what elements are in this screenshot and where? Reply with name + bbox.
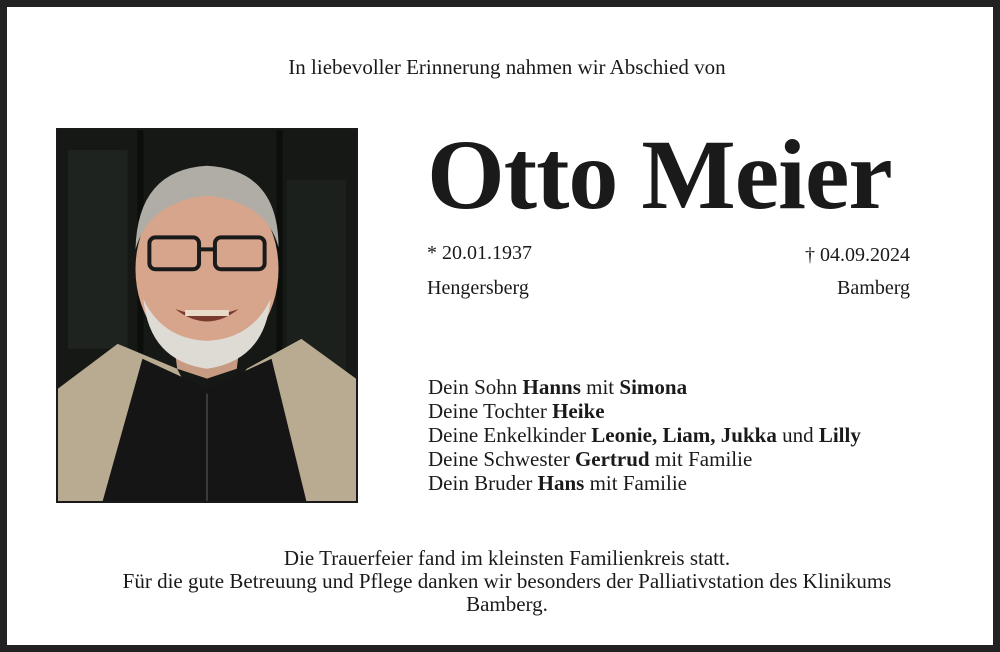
mourner-text: und	[776, 423, 819, 447]
mourner-name: Gertrud	[574, 447, 650, 471]
footer-line: Für die gute Betreuung und Pflege danken wir besonders der Palliativstation des Klinikums	[122, 569, 892, 593]
mourner-line	[428, 423, 861, 447]
deceased-name: Otto Meier	[427, 119, 892, 230]
mourner-line	[428, 447, 861, 471]
mourner-text: mit Familie	[649, 447, 753, 471]
intro-text: In liebevoller Erinnerung nahmen wir Abschied von	[288, 55, 726, 79]
mourner-text: Dein Sohn	[428, 375, 523, 399]
mourner-text: Deine Schwester	[428, 447, 575, 471]
birth-date: * 20.01.1937	[427, 242, 532, 264]
portrait-photo	[56, 128, 358, 503]
mourner-text: mit	[580, 375, 620, 399]
mourner-text: Dein Bruder	[428, 471, 538, 495]
death-date: † 04.09.2024	[805, 244, 910, 266]
mourner-name: Lilly	[818, 423, 861, 447]
birth-place: Hengersberg	[427, 277, 529, 299]
portrait-image	[58, 130, 356, 501]
death-place: Bamberg	[837, 277, 910, 299]
footer-text	[7, 547, 1000, 616]
mourner-name: Leonie, Liam, Jukka	[591, 423, 777, 447]
mourner-text: Deine Tochter	[428, 399, 553, 423]
mourner-line	[428, 471, 861, 495]
footer-line: Die Trauerfeier fand im kleinsten Familienkreis statt.	[283, 546, 731, 570]
mourner-name: Hans	[537, 471, 585, 495]
mourner-name: Hanns	[522, 375, 581, 399]
mourners-list	[428, 375, 861, 495]
mourner-line	[428, 375, 861, 399]
mourner-name: Heike	[552, 399, 605, 423]
mourner-text: Deine Enkelkinder	[428, 423, 592, 447]
mourner-name: Simona	[619, 375, 688, 399]
mourner-line	[428, 399, 861, 423]
mourner-text: mit Familie	[584, 471, 687, 495]
footer-line: Bamberg.	[466, 592, 548, 616]
